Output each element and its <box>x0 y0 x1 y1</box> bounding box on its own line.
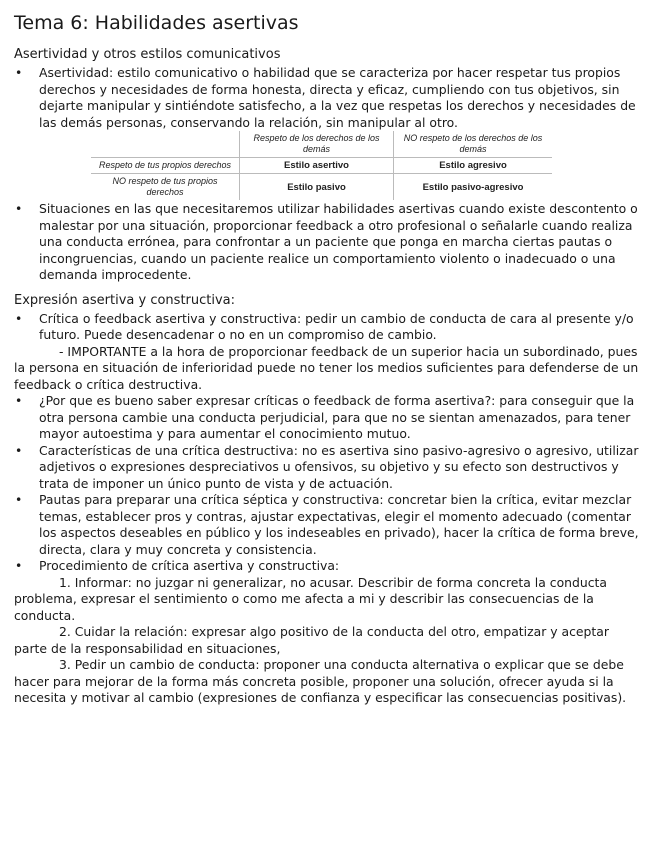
styles-matrix-table <box>91 131 552 200</box>
table-cell: Estilo agresivo <box>394 158 553 174</box>
table-row-header: NO respeto de tus propios derechos <box>91 174 240 201</box>
table-cell: Estilo asertivo <box>240 158 394 174</box>
bullet-situaciones: • Situaciones en las que necesitaremos utilizar habilidades asertivas cuando existe descontento o malestar por una situación, proporcionar feedback a otro profesional o señalarle cuando realiza una conducta errónea, para confrontar a un paciente que ponga en marcha ciertas pautas o incongruencias, cuando un paciente realice un comportamiento violento o inadecuado o una demanda improcedente. <box>14 201 642 284</box>
important-note: - IMPORTANTE a la hora de proporcionar feedback de un superior hacia un subordinado, pues la persona en situación de inferioridad puede no tener los medios suficientes para defenderse de un feedback o crítica destructiva. <box>14 343 639 392</box>
table-corner-cell <box>91 131 240 158</box>
section-heading-expresion: Expresión asertiva y constructiva: <box>14 292 236 308</box>
table-col-header: NO respeto de los derechos de los demás <box>394 131 553 158</box>
bullet-por-que: • ¿Por que es bueno saber expresar críticas o feedback de forma asertiva?: para conseguir que la otra persona cambie una conducta perjudicial, para que no se sientan amenazados, para tener mayor autoestima y para aumentar el conocimiento mutuo. <box>14 393 642 443</box>
bullet-procedimiento: • Procedimiento de crítica asertiva y constructiva: <box>14 558 642 575</box>
section-expresion-list-2 <box>14 393 642 575</box>
bullet-text: Asertividad: estilo comunicativo o habilidad que se caracteriza por hacer respetar tus propios derechos y necesidades de forma honesta, directa y eficaz, cumpliendo con tus objetivos, sin dejarte manipular y sintiéndote satisfecho, a la vez que respetas los derechos y necesidades de las demás personas, conservando la relación, sin manipular al otro. <box>39 65 636 130</box>
table-col-header: Respeto de los derechos de los demás <box>240 131 394 158</box>
table-cell: Estilo pasivo-agresivo <box>394 174 553 201</box>
section-heading-asertividad: Asertividad y otros estilos comunicativos <box>14 47 281 62</box>
table-cell: Estilo pasivo <box>240 174 394 201</box>
section-expresion-list <box>14 311 642 344</box>
bullet-critica-feedback: • Crítica o feedback asertiva y constructiva: pedir un cambio de conducta de cara al presente y/o futuro. Puede desencadenar o no en un compromiso de cambio. <box>14 311 642 344</box>
step-pedir-cambio: 3. Pedir un cambio de conducta: proponer una conducta alternativa o explicar que se debe hacer para mejorar de la forma más concreta posible, proponer una solución, ofrecer ayuda si la necesita y motivar al cambio (expresiones de confianza y especificar las consecuencias positivas). <box>14 657 627 705</box>
bullet-pautas: • Pautas para preparar una crítica séptica y constructiva: concretar bien la crítica, evitar mezclar temas, establecer pros y contras, ajustar expectativas, elegir el momento adecuado (comentar los aspectos deseables en público y los indeseables en privado), hacer la crítica de forma breve, directa, clara y muy concreta y consistencia. <box>14 492 642 558</box>
step-cuidar-relacion: 2. Cuidar la relación: expresar algo positivo de la conducta del otro, empatizar y aceptar parte de la responsabilidad en situaciones, <box>14 624 609 656</box>
step-informar: 1. Informar: no juzgar ni generalizar, no acusar. Describir de forma concreta la conducta problema, expresar el sentimiento o como me afecta a mi y describir las consecuencias de la conducta. <box>14 574 608 623</box>
page-title: Tema 6: Habilidades asertivas <box>14 12 299 34</box>
table-row-header: Respeto de tus propios derechos <box>91 158 240 174</box>
bullet-asertividad-definicion <box>14 65 642 200</box>
bullet-critica-destructiva: • Características de una crítica destructiva: no es asertiva sino pasivo-agresivo o agresivo, utilizar adjetivos o expresiones despreciativos u ofensivos, su objetivo y su efecto son destructivos y trata de imponer un único punto de vista y de actuación. <box>14 443 642 493</box>
document-page <box>14 10 642 707</box>
section-asertividad-list <box>14 65 642 284</box>
